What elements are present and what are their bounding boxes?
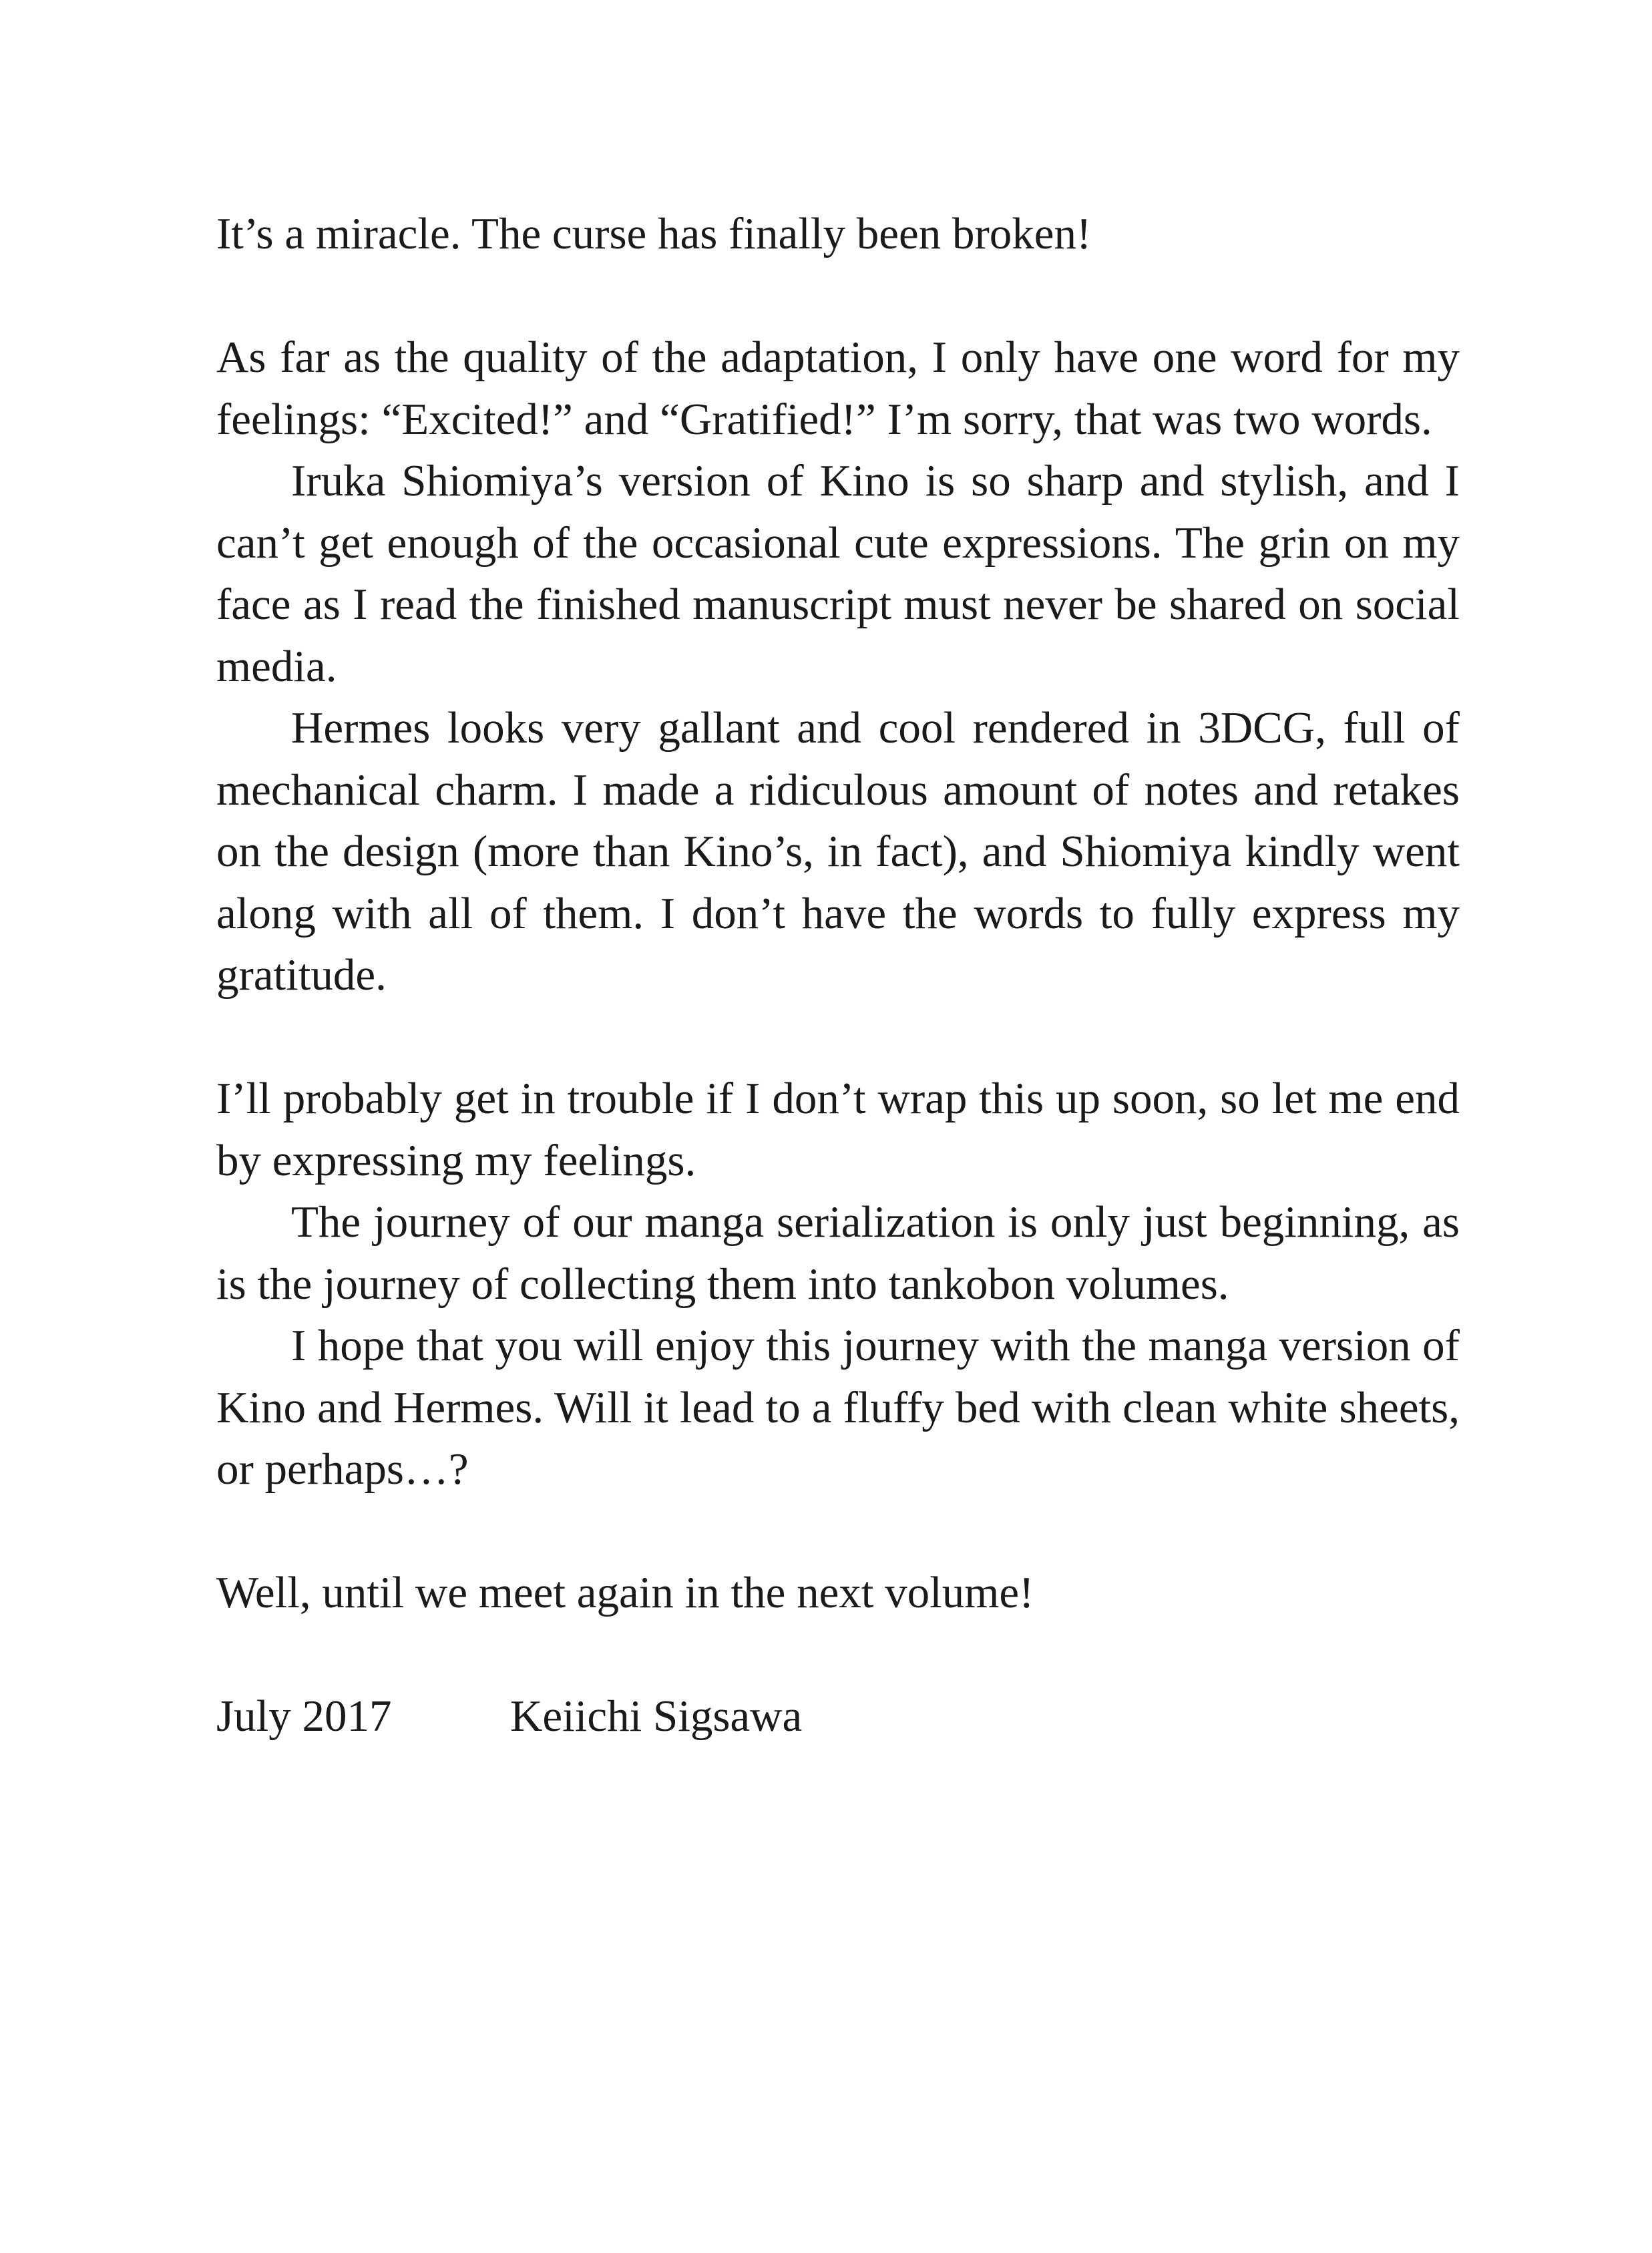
- paragraph-gap: [216, 1500, 1460, 1563]
- paragraph-gap: [216, 1006, 1460, 1068]
- paragraph-wrap-up: I’ll probably get in trouble if I don’t wrap this up soon, so let me end by expressing my feelings.: [216, 1074, 1460, 1185]
- paragraph-gap: [216, 1624, 1460, 1686]
- paragraph-kino: Iruka Shiomiya’s version of Kino is so sharp and stylish, and I can’t get enough of the occasional cute expressions. The grin on my face as I read the finished manuscript must never be shared on social media.: [216, 456, 1460, 691]
- signature-date: July 2017: [216, 1691, 392, 1741]
- paragraph-hope: I hope that you will enjoy this journey with the manga version of Kino and Hermes. Will it lead to a fluffy bed with clean white sheets, or perhaps…?: [216, 1321, 1460, 1494]
- paragraph-journey: The journey of our manga serialization is only just beginning, as is the journey of collecting them into tankobon volumes.: [216, 1197, 1460, 1309]
- paragraph-farewell: Well, until we meet again in the next volume!: [216, 1568, 1034, 1617]
- signature-author: Keiichi Sigsawa: [510, 1691, 803, 1741]
- paragraph-hermes: Hermes looks very gallant and cool rendered in 3DCG, full of mechanical charm. I made a ridiculous amount of notes and retakes on the design (more than Kino’s, in fact), and Shiomiya kindly went along with all of them. I don’t have the words to fully express my gratitude.: [216, 703, 1460, 1000]
- paragraph-adaptation: As far as the quality of the adaptation, I only have one word for my feelings: “Excited!” and “Gratified!” I’m sorry, that was two words.: [216, 333, 1460, 444]
- paragraph-opening: It’s a miracle. The curse has finally been broken!: [216, 209, 1092, 258]
- paragraph-gap: [216, 265, 1460, 327]
- afterword-text: [216, 203, 1460, 1748]
- signature-line: [216, 1685, 1460, 1748]
